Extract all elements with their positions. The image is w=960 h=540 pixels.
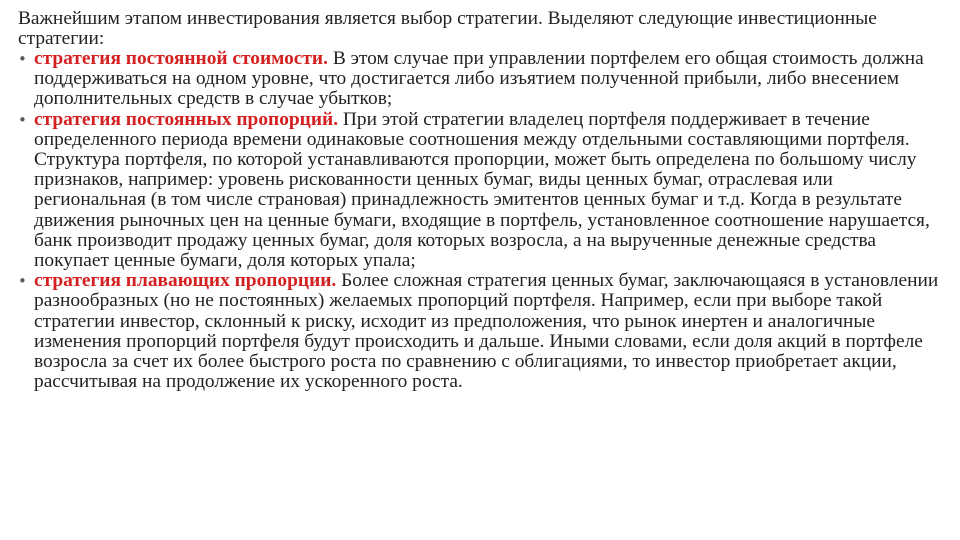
- bullet-icon: •: [18, 50, 27, 68]
- strategy-term: стратегия постоянной стоимости.: [34, 48, 328, 69]
- bullet-icon: •: [18, 110, 27, 129]
- bullet-icon: •: [18, 272, 27, 291]
- strategy-term: стратегия постоянных пропорций.: [34, 108, 339, 130]
- list-item-floating-proportions: [18, 271, 946, 392]
- intro-paragraph: Важнейшим этапом инвестирования является выбор стратегии. Выделяют следующие инвестиционные стратегии:: [18, 8, 877, 49]
- strategy-description: В этом случае при управлении портфелем его общая стоимость должна поддерживаться на одном уровне, что достигается либо изъятием полученной прибыли, либо внесением дополнительных средств в случае убытков;: [34, 48, 924, 110]
- strategy-description: Более сложная стратегия ценных бумаг, заключающаяся в установлении разнообразных (но не постоянных) желаемых пропорций портфеля. Например, если при выборе такой стратегии инвестор, склонный к риску, исходит из предположения, что рынок инертен и аналогичные изменения пропорций портфеля будут происходить и дальше. Иными словами, если доля акций в портфеле возросла за счет их более быстрого роста по сравнению с облигациями, то инвестор приобретает акции, рассчитывая на продолжение их ускоренного роста.: [34, 270, 939, 393]
- list-item-constant-proportions: [18, 110, 946, 272]
- list-item-constant-value: [18, 49, 946, 110]
- strategy-term: стратегия плавающих пропорции.: [34, 270, 337, 292]
- strategy-list: [18, 49, 946, 392]
- strategy-description: При этой стратегии владелец портфеля поддерживает в течение определенного периода времени одинаковые соотношения между отдельными составляющими портфеля. Структура портфеля, по которой устанавливаются пропорции, может быть определена по большому числу признаков, например: уровень рискованности ценных бумаг, виды ценных бумаг, отраслевая или региональная (в том числе страновая) принадлежность эмитентов ценных бумаг и т.д. Когда в результате движения рыночных цен на ценные бумаги, входящие в портфель, установленное соотношение нарушается, банк производит продажу ценных бумаг, доля которых возросла, а на вырученные денежные средства покупает ценные бумаги, доля которых упала;: [34, 108, 930, 272]
